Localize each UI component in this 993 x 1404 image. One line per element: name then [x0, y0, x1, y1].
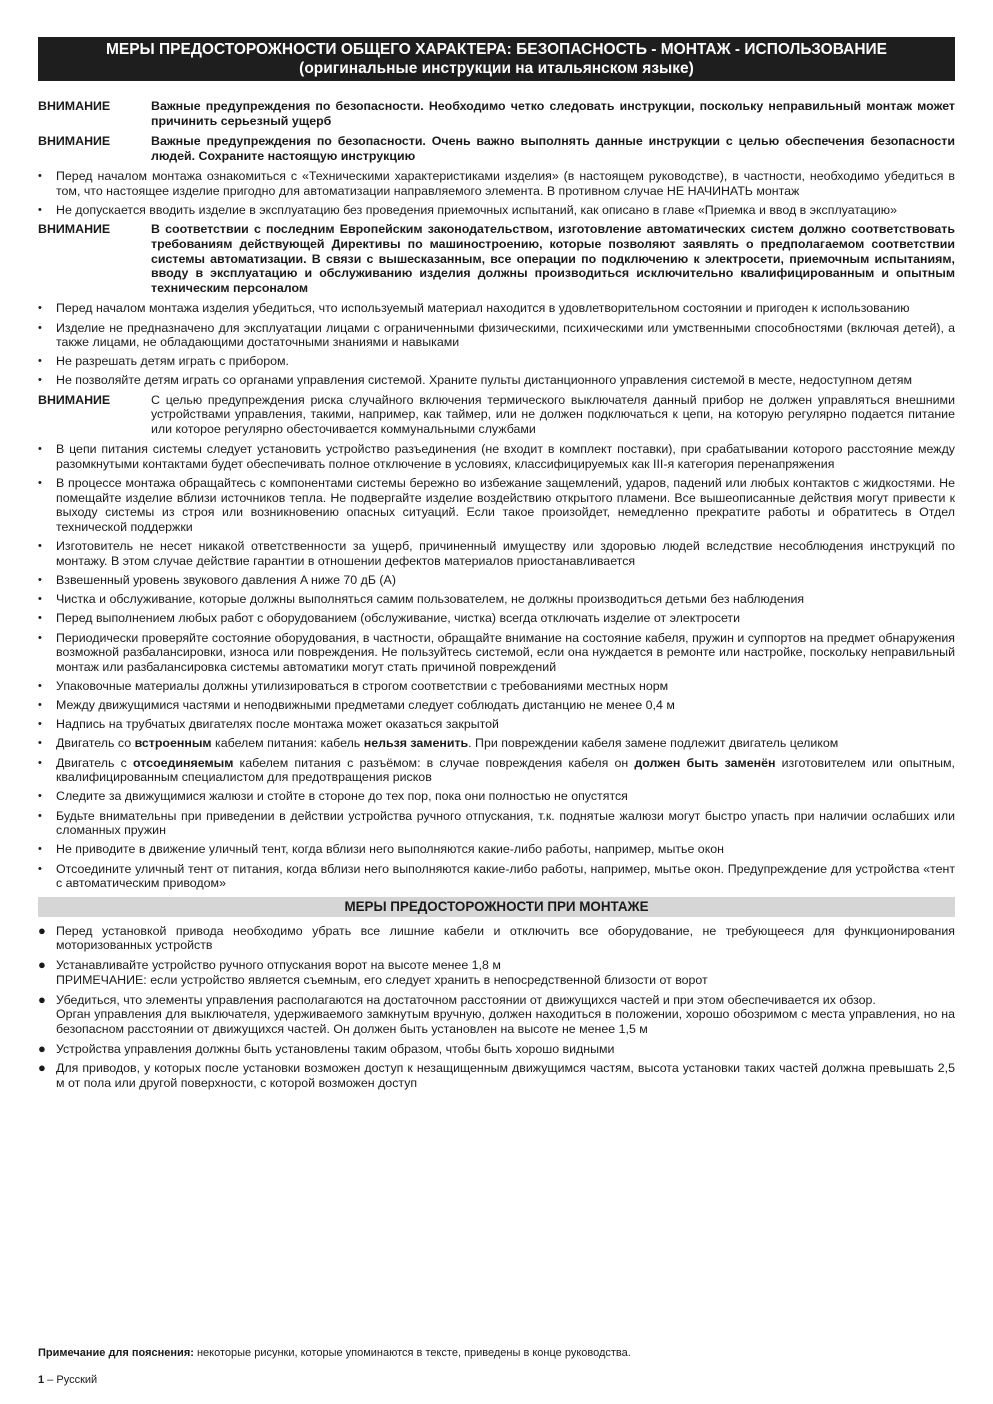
- list-item: [38, 442, 955, 471]
- warning-label: ВНИМАНИЕ: [38, 392, 111, 407]
- list-item: [38, 539, 955, 568]
- bullet-icon: ●: [38, 1040, 46, 1056]
- list-item-text: Надпись на трубчатых двигателях после монтажа может оказаться закрытой: [56, 717, 499, 732]
- text-run: . При повреждении кабеля замене подлежит двигатель целиком: [468, 736, 839, 751]
- bullet-icon: •: [38, 843, 42, 856]
- bullet-icon: •: [38, 321, 42, 334]
- text-run: Орган управления для выключателя, удерживаемого замкнутым вручную, должен находиться в положении, хорошо обозримом с места управления, но на безопасном расстоянии от движущихся частей. Он должен быть установлен на высоте не менее 1,5 м: [56, 1007, 955, 1036]
- text-run: изготовителем или опытным, квалифицированным специалистом для предотвращения рисков: [56, 755, 955, 785]
- emphasis-text: должен быть заменён: [634, 755, 776, 770]
- warning-block: [38, 222, 955, 295]
- list-item-text: [56, 958, 955, 987]
- list-item-text: Будьте внимательны при приведении в действии устройства ручного отпускания, т.к. поднятые жалюзи могут быстро упасть при наличии ослабших или сломанных пружин: [56, 808, 955, 838]
- list-item-text: Для приводов, у которых после установки возможен доступ к незащищенным движущимся частям, высота установки таких частей должна превышать 2,5 м от пола или другой поверхности, с которой возможен доступ: [56, 1061, 955, 1090]
- list-item: [38, 809, 955, 838]
- note-text: ПРИМЕЧАНИЕ: если устройство является съемным, его следует хранить в непосредственной близости от ворот: [56, 972, 708, 987]
- bullet-icon: •: [38, 355, 42, 368]
- bullet-icon: •: [38, 204, 42, 217]
- bullet-icon: •: [38, 790, 42, 803]
- document-page: [38, 37, 955, 1096]
- text-run: Двигатель с: [56, 755, 134, 770]
- list-item: [38, 573, 955, 588]
- list-item: [38, 631, 955, 675]
- bullet-icon: •: [38, 737, 42, 750]
- list-item: [38, 958, 955, 987]
- bullet-icon: •: [38, 170, 42, 183]
- list-item-text: Не приводите в движение уличный тент, когда вблизи него выполняются какие-либо работы, например, мытье окон: [56, 842, 724, 857]
- list-item: [38, 789, 955, 804]
- list-item: [38, 611, 955, 626]
- list-item-text: Между движущимися частями и неподвижными предметами следует соблюдать дистанцию не менее 0,4 м: [56, 698, 675, 713]
- text-run: Убедиться, что элементы управления располагаются на достаточном расстоянии от движущихся частей и при этом обеспечивается их обзор.: [56, 992, 876, 1007]
- general-precautions: [38, 99, 955, 1090]
- warning-label: ВНИМАНИЕ: [38, 134, 111, 149]
- list-item-text: В цепи питания системы следует установить устройство разъединения (не входит в комплект поставки), при срабатывании которого расстояние между разомкнутыми контактами будет обеспечивать полное отключение в условиях, классифицируемых как III-я категория перенапряжения: [56, 442, 955, 472]
- warning-block: [38, 134, 955, 163]
- list-item: [38, 993, 955, 1037]
- bullet-icon: ●: [38, 1060, 46, 1076]
- list-item: [38, 842, 955, 857]
- list-item: [38, 862, 955, 891]
- list-item: [38, 717, 955, 732]
- text-run: кабелем питания с разъёмом: в случае повреждения кабеля он: [233, 755, 635, 770]
- list-item-text: Не допускается вводить изделие в эксплуатацию без проведения приемочных испытаний, как описано в главе «Приемка и ввод в эксплуатацию»: [56, 203, 897, 218]
- warning-text: Важные предупреждения по безопасности. Очень важно выполнять данные инструкции с целью обеспечения безопасности людей. Сохраните настоящую инструкцию: [151, 134, 955, 163]
- bullet-icon: •: [38, 593, 42, 606]
- bullet-icon: •: [38, 756, 42, 769]
- footnote-label: Примечание для пояснения:: [38, 1347, 194, 1359]
- page-number-value: 1: [38, 1374, 45, 1386]
- installation-precautions: [38, 924, 955, 1091]
- list-item-text: [56, 736, 955, 751]
- list-item: [38, 1061, 955, 1090]
- bullet-icon: •: [38, 573, 42, 586]
- list-item: [38, 301, 955, 316]
- list-item-text: [56, 756, 955, 785]
- bullet-icon: •: [38, 631, 42, 644]
- text-run: Устанавливайте устройство ручного отпускания ворот на высоте менее 1,8 м: [56, 958, 501, 973]
- list-item-text: Отсоедините уличный тент от питания, когда вблизи него выполняются какие-либо работы, например, мытье окон. Предупреждение для устройства «тент с автоматическим приводом»: [56, 861, 955, 891]
- warning-text: В соответствии с последним Европейским законодательством, изготовление автоматических систем должно соответствовать требованиям действующей Директивы по машиностроению, которые позволяют заявлять о предполагаемом соответствии системы автоматизации. В связи с вышесказанным, все операции по подключению к электросети, приемочным испытаниям, вводу в эксплуатацию и обслуживанию изделия должны производиться исключительно квалифицированным и опытным техническим персоналом: [151, 222, 955, 295]
- bullet-icon: •: [38, 374, 42, 387]
- list-item-text: Перед установкой привода необходимо убрать все лишние кабели и отключить все оборудование, не требующееся для функционирования моторизованных устройств: [56, 923, 955, 953]
- warning-text: Важные предупреждения по безопасности. Необходимо четко следовать инструкции, поскольку неправильный монтаж может причинить серьезный ущерб: [151, 99, 955, 128]
- footnote: [38, 1346, 631, 1360]
- list-item: [38, 203, 955, 218]
- text-run: кабелем питания: кабель: [211, 736, 364, 751]
- list-item: [38, 1042, 955, 1057]
- list-item-text: Периодически проверяйте состояние оборудования, в частности, обращайте внимание на состояние кабеля, пружин и суппортов на предмет обнаружения возможной разбалансировки, износа или повреждения. Не пользуйтесь системой, если она нуждается в ремонте или настройке, поскольку неправильный монтаж или разбалансировка системы автоматики могут стать причиной повреждений: [56, 630, 955, 674]
- bullet-icon: ●: [38, 957, 46, 973]
- text-run: Двигатель со: [56, 736, 135, 751]
- footnote-text: некоторые рисунки, которые упоминаются в тексте, приведены в конце руководства.: [193, 1347, 631, 1359]
- bullet-icon: •: [38, 477, 42, 490]
- section-title: МЕРЫ ПРЕДОСТОРОЖНОСТИ ПРИ МОНТАЖЕ: [38, 897, 955, 917]
- list-item: [38, 756, 955, 785]
- list-item: [38, 476, 955, 534]
- warning-text: С целью предупреждения риска случайного включения термического выключателя данный прибор не должен управляться внешними устройствами управления, такими, например, как таймер, или не должен подключаться к цепи, на которую регулярно подается питание или которое регулярно обесточивается коммунальными службами: [151, 392, 955, 436]
- list-item-text: Изделие не предназначено для эксплуатации лицами с ограниченными физическими, психическими или умственными способностями (включая детей), а также лицами, не обладающими достаточными знаниями и навыками: [56, 320, 955, 350]
- list-item-text: Перед выполнением любых работ с оборудованием (обслуживание, чистка) всегда отключать изделие от электросети: [56, 611, 741, 626]
- list-item: [38, 924, 955, 953]
- bullet-icon: •: [38, 679, 42, 692]
- list-item-text: [56, 993, 955, 1037]
- list-item: [38, 169, 955, 198]
- bullet-icon: ●: [38, 991, 46, 1007]
- list-item-text: В процессе монтажа обращайтесь с компонентами системы бережно во избежание защемлений, ударов, падений или любых контактов с жидкостями. Не помещайте изделие вблизи источников тепла. Не подвергайте изделие воздействию открытого пламени. Все вышеописанные действия могут привести к выходу системы из строя или возникновению опасных ситуаций. Если такое произойдет, немедленно прекратите работы и обратитесь в Отдел технической поддержки: [56, 476, 955, 534]
- list-item-text: Перед началом монтажа изделия убедиться, что используемый материал находится в удовлетворительном состоянии и пригоден к использованию: [56, 301, 910, 316]
- bullet-icon: •: [38, 612, 42, 625]
- emphasis-text: отсоединяемым: [133, 755, 234, 770]
- bullet-icon: •: [38, 302, 42, 315]
- bullet-icon: •: [38, 809, 42, 822]
- list-item-text: Устройства управления должны быть установлены таким образом, чтобы быть хорошо видными: [56, 1041, 615, 1056]
- list-item-text: Перед началом монтажа ознакомиться с «Техническими характеристиками изделия» (в настоящем руководстве), в частности, необходимо убедиться в том, что настоящее изделие пригодно для автоматизации направляемого элемента. В противном случае НЕ НАЧИНАТЬ монтаж: [56, 169, 955, 198]
- bullet-icon: •: [38, 443, 42, 456]
- list-item: [38, 373, 955, 388]
- list-item: [38, 321, 955, 350]
- emphasis-text: встроенным: [134, 736, 212, 751]
- list-item: [38, 592, 955, 607]
- page-number: [38, 1373, 97, 1387]
- list-item-text: Изготовитель не несет никакой ответственности за ущерб, причиненный имуществу или здоровью людей вследствие несоблюдения инструкций по монтажу. В этом случае действие гарантии в отношении дефектов материалов приостанавливается: [56, 539, 955, 568]
- list-item-text: Взвешенный уровень звукового давления A ниже 70 дБ (A): [56, 572, 396, 587]
- list-item-text: Чистка и обслуживание, которые должны выполняться самим пользователем, не должны производиться детьми без наблюдения: [56, 592, 805, 607]
- bullet-icon: ●: [38, 922, 46, 938]
- warning-label: ВНИМАНИЕ: [38, 99, 111, 113]
- emphasis-text: нельзя заменить: [363, 736, 469, 751]
- list-item: [38, 679, 955, 694]
- bullet-icon: •: [38, 862, 42, 875]
- list-item-text: Упаковочные материалы должны утилизироваться в строгом соответствии с требованиями местных норм: [56, 678, 669, 693]
- bullet-icon: •: [38, 718, 42, 731]
- list-item-text: Не разрешать детям играть с прибором.: [56, 354, 289, 369]
- bullet-icon: •: [38, 540, 42, 553]
- list-item: [38, 736, 955, 751]
- list-item: [38, 698, 955, 713]
- page-language: – Русский: [44, 1374, 98, 1386]
- list-item: [38, 354, 955, 369]
- bullet-icon: •: [38, 699, 42, 712]
- warning-label: ВНИМАНИЕ: [38, 222, 111, 237]
- list-item-text: Не позволяйте детям играть со органами управления системой. Храните пульты дистанционного управления системой в месте, недоступном детям: [56, 373, 912, 388]
- warning-block: [38, 99, 955, 128]
- warning-block: [38, 393, 955, 437]
- page-title: МЕРЫ ПРЕДОСТОРОЖНОСТИ ОБЩЕГО ХАРАКТЕРА: БЕЗОПАСНОСТЬ - МОНТАЖ - ИСПОЛЬЗОВАНИЕ (оригинальные инструкции на итальянском языке): [38, 37, 955, 81]
- list-item-text: Следите за движущимися жалюзи и стойте в стороне до тех пор, пока они полностью не опустятся: [56, 789, 628, 804]
